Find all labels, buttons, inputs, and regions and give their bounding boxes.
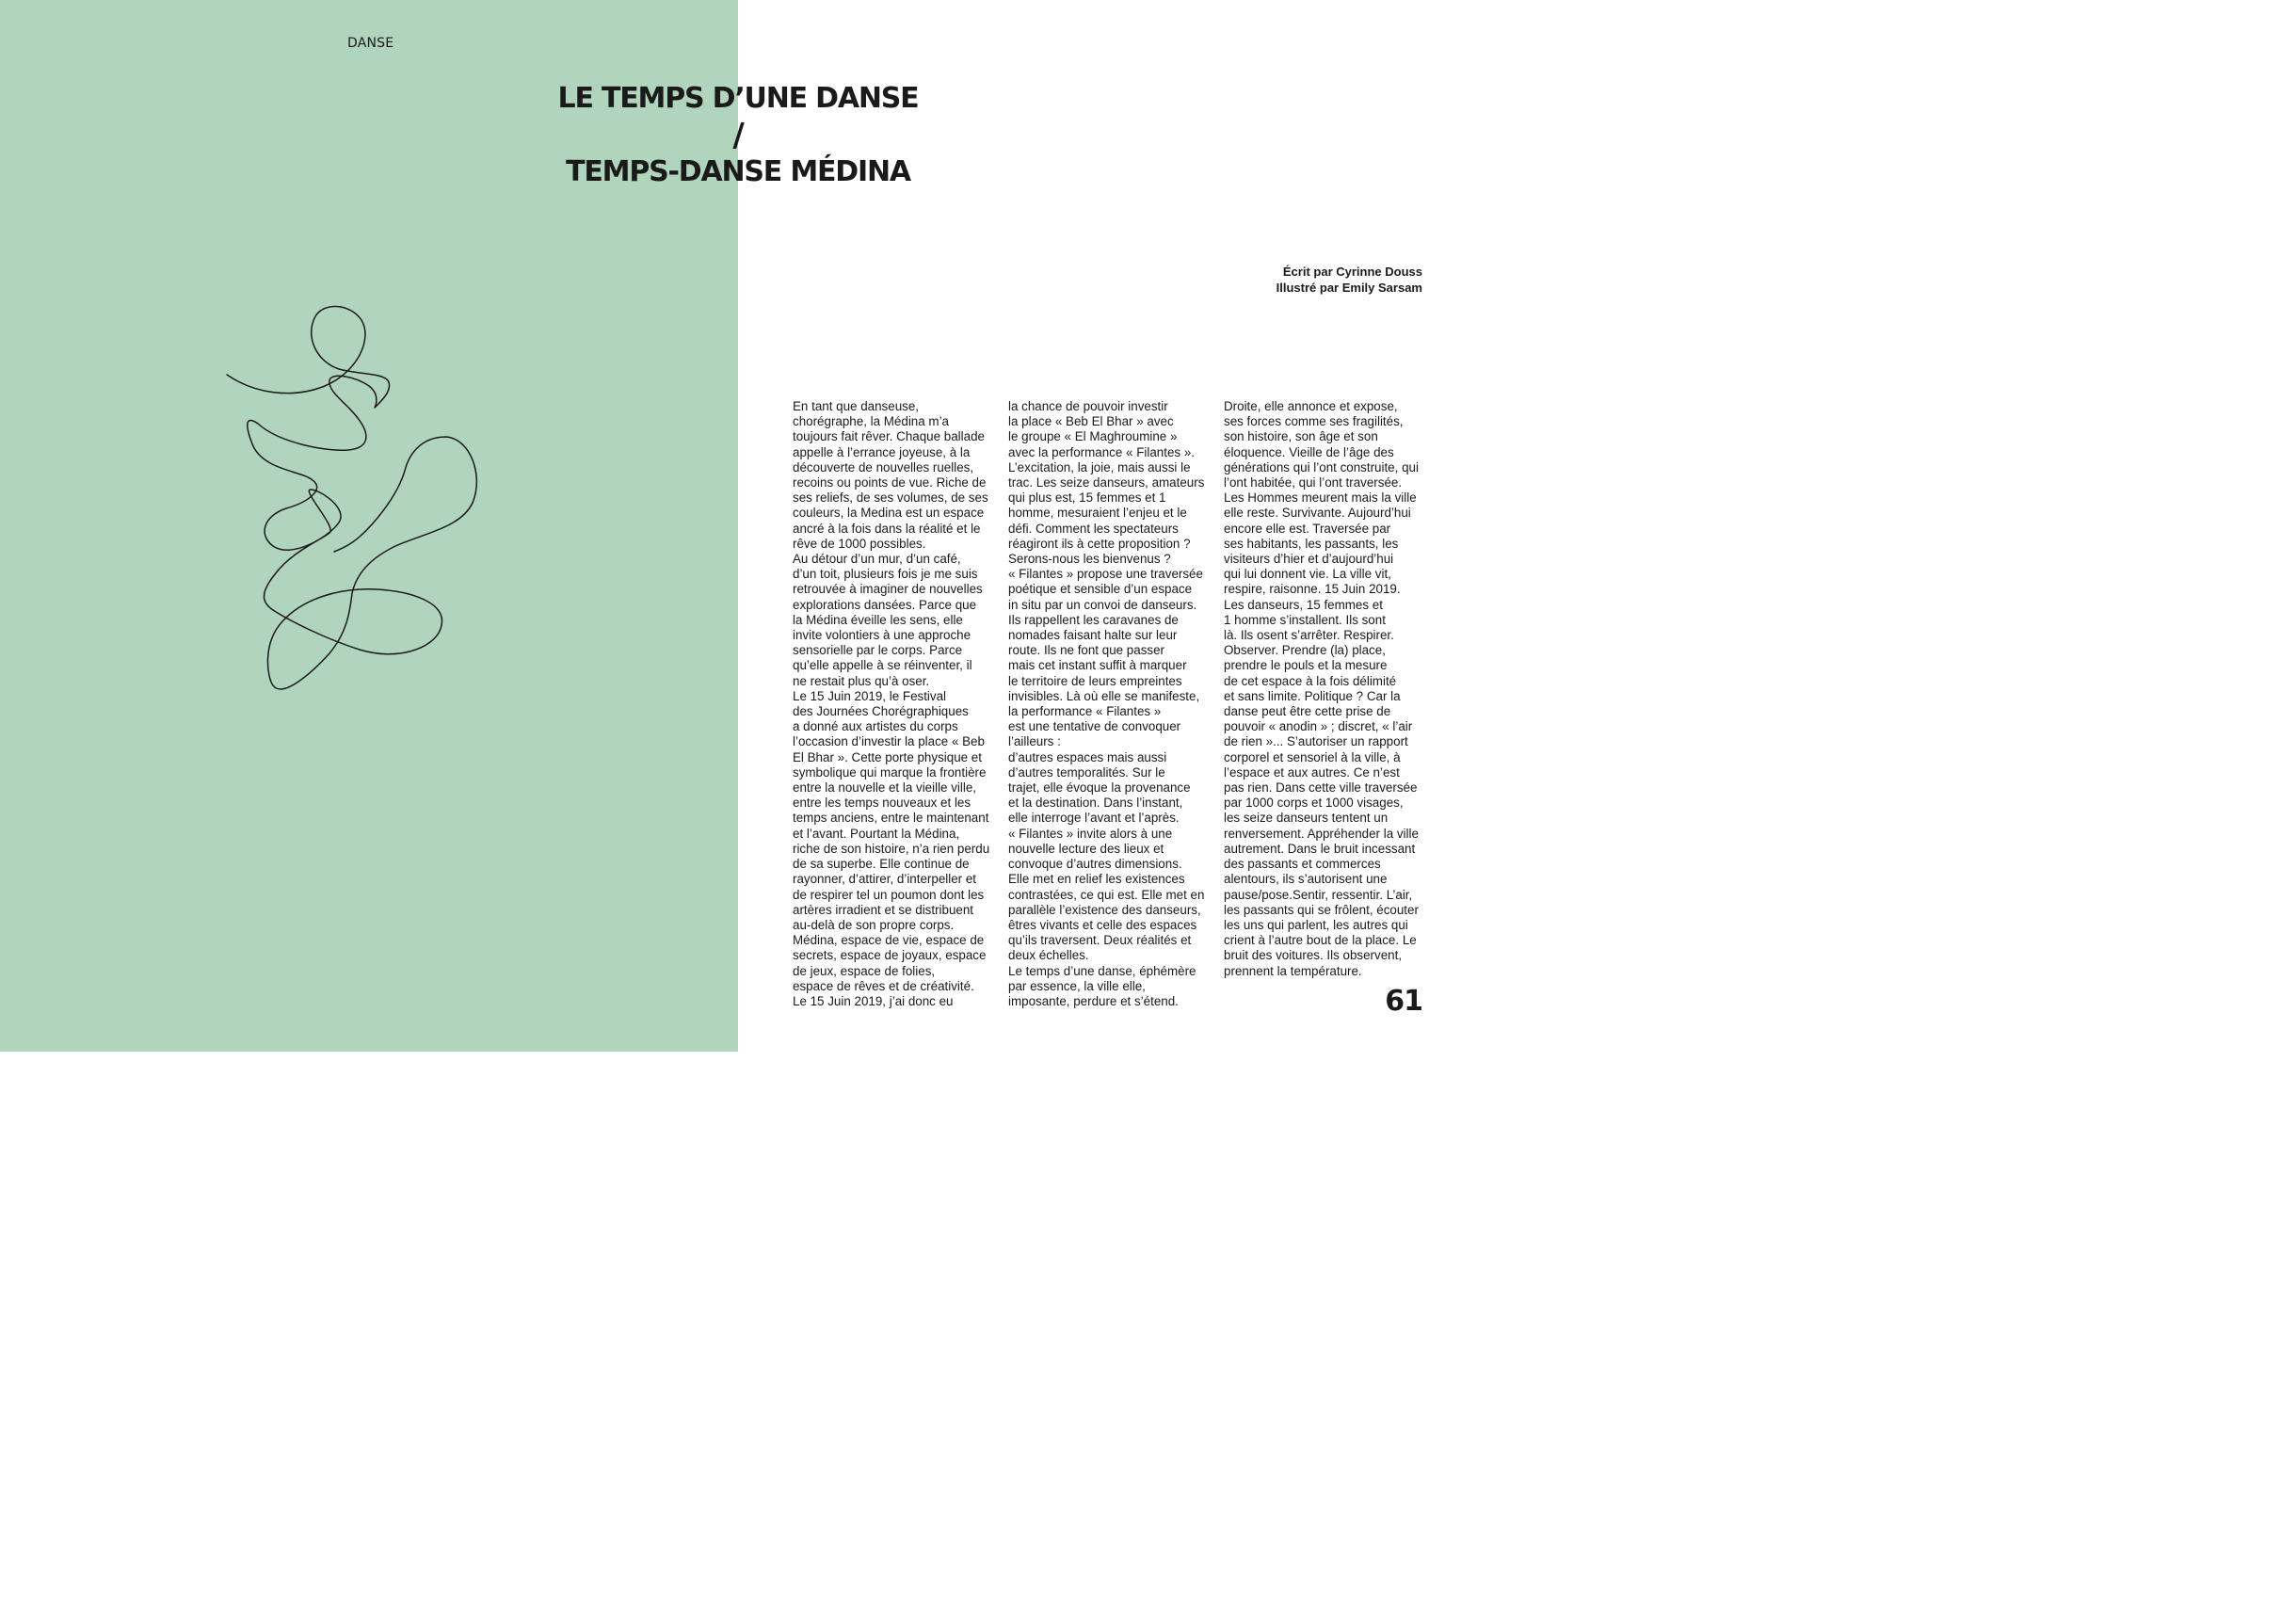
title-separator: / xyxy=(732,117,744,154)
text-column-2: la chance de pouvoir investir la place « Beb El Bhar » avec le groupe « El Maghroumine » avec la performance « Filantes ». L’excitation, la joie, mais aussi le trac. Les seize danseurs, amateurs qui plus est, 15 femmes et 1 homme, mesuraient l’enjeu et le défi. Comment les spectateurs réagiront ils à cette proposition ? Serons-nous les bienvenus ? « Filantes » propose une traversée poétique et sensible d’un espace in situ par un convoi de danseurs. Ils rappellent les caravanes de nomades faisant halte sur leur route. Ils ne font que passer mais cet instant suffit à marquer le territoire de leurs empreintes invisibles. Là où elle se manifeste, la performance « Filantes » est une tentative de convoquer l’ailleurs : d’autres espaces mais aussi d’autres temporalités. Sur le trajet, elle évoque la provenance et la destination. Dans l’instant, elle interroge l’avant et l’après. « Filantes » invite alors à une nouvelle lecture des lieux et convoque d’autres dimensions. Elle met en relief les existences contrastées, ce qui est. Elle met en parallèle l’existence des danseurs, êtres vivants et celle des espaces qu’ils traversent. Deux réalités et deux échelles. Le temps d’une danse, éphémère par essence, la ville elle, imposante, perdure et s’étend. xyxy=(1008,399,1205,1008)
article-credits xyxy=(1276,264,1422,296)
text-column-3: Droite, elle annonce et expose, ses forces comme ses fragilités, son histoire, son âge et son éloquence. Vieille de l’âge des générations qui l’ont construite, qui l’ont habitée, qui l’ont traversée. Les Hommes meurent mais la ville elle reste. Survivante. Aujourd’hui encore elle est. Traversée par ses habitants, les passants, les visiteurs d’hier et d’aujourd’hui qui lui donnent vie. La ville vit, respire, raisonne. 15 Juin 2019. Les danseurs, 15 femmes et 1 homme s’installent. Ils sont là. Ils osent s’arrêter. Respirer. Observer. Prendre (la) place, prendre le pouls et la mesure de cet espace à la fois délimité et sans limite. Politique ? Car la danse peut être cette prise de pouvoir « anodin » ; discret, « l’air de rien »... S’autoriser un rapport corporel et sensoriel à la ville, à l’espace et aux autres. Ce n’est pas rien. Dans cette ville traversée par 1000 corps et 1000 visages, les seize danseurs tentent un renversement. Appréhender la ville autrement. Dans le bruit incessant des passants et commerces alentours, ils s’autorisent une pause/pose.Sentir, ressentir. L’air, les passants qui se frôlent, écouter les uns qui parlent, les autres qui crient à l’autre bout de la place. Le bruit des voitures. Ils observent, prennent la température. xyxy=(1224,399,1419,978)
line-drawing-dancer-icon xyxy=(217,297,490,720)
illustrator-credit: Illustré par Emily Sarsam xyxy=(1276,281,1422,295)
page-number: 61 xyxy=(1385,985,1422,1018)
text-column-1: En tant que danseuse, chorégraphe, la Médina m’a toujours fait rêver. Chaque ballade appelle à l’errance joyeuse, à la découverte de nouvelles ruelles, recoins ou points de vue. Riche de ses reliefs, de ses volumes, de ses couleurs, la Medina est un espace ancré à la fois dans la réalité et le rêve de 1000 possibles. Au détour d’un mur, d’un café, d’un toit, plusieurs fois je me suis retrouvée à imaginer de nouvelles explorations dansées. Parce que la Médina éveille les sens, elle invite volontiers à une approche sensorielle par le corps. Parce qu’elle appelle à se réinventer, il ne restait plus qu’à oser. Le 15 Juin 2019, le Festival des Journées Chorégraphiques a donné aux artistes du corps l’occasion d’investir la place « Beb El Bhar ». Cette porte physique et symbolique qui marque la frontière entre la nouvelle et la vieille ville, entre les temps nouveaux et les temps anciens, entre le maintenant et l’avant. Pourtant la Médina, riche de son histoire, n’a rien perdu de sa superbe. Elle continue de rayonner, d’attirer, d’interpeller et de respirer tel un poumon dont les artères irradient et se distribuent au-delà de son propre corps. Médina, espace de vie, espace de secrets, espace de joyaux, espace de jeux, espace de folies, espace de rêves et de créativité. Le 15 Juin 2019, j’ai donc eu xyxy=(793,399,990,1008)
title-line-1: LE TEMPS D’UNE DANSE xyxy=(557,82,919,115)
section-label: DANSE xyxy=(347,36,394,51)
title-line-2: TEMPS-DANSE MÉDINA xyxy=(566,155,910,188)
author-credit: Écrit par Cyrinne Douss xyxy=(1282,265,1422,279)
